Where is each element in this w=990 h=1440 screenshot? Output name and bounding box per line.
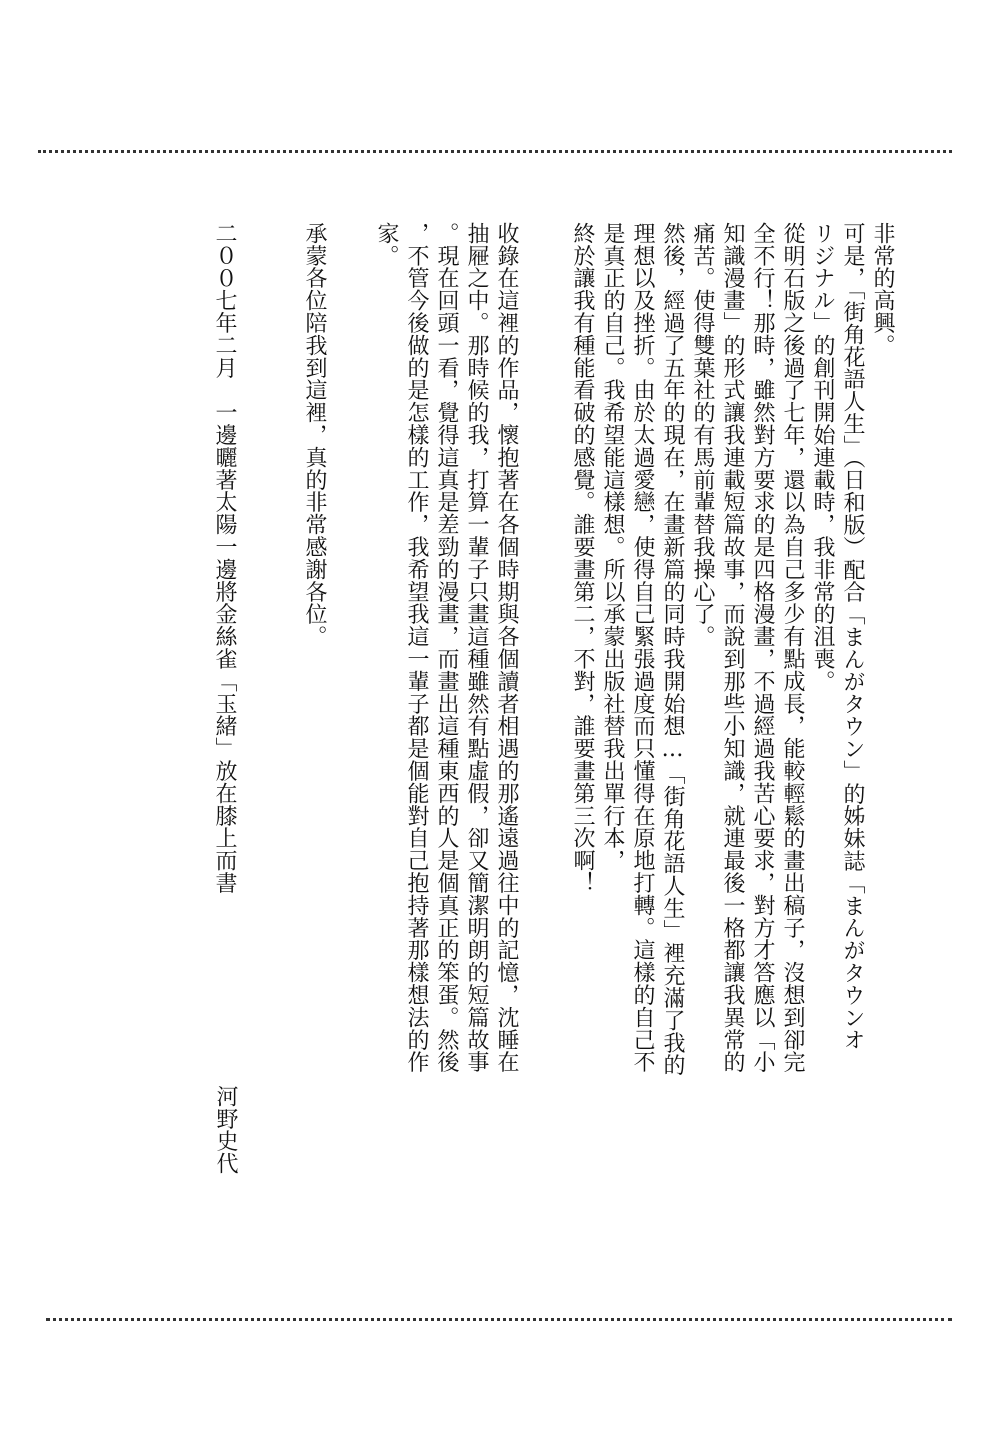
text-column: 家。 (374, 222, 400, 267)
text-column: 理想以及挫折。由於太過愛戀，使得自己緊張過度而只懂得在原地打轉。這樣的自己不 (630, 222, 656, 1074)
text-column: 非常的高興。 (870, 222, 896, 357)
text-column: 是真正的自己。我希望能這樣想。所以承蒙出版社替我出單行本， (600, 222, 626, 872)
text-column: 終於讓我有種能看破的感覺。誰要畫第二，不對，誰要畫第三次啊！ (570, 222, 596, 894)
text-column: 知識漫畫」的形式讓我連載短篇故事，而說到那些小知識，就連最後一格都讓我異常的 (720, 222, 746, 1074)
text-column: 承蒙各位陪我到這裡，真的非常感謝各位。 (302, 222, 328, 648)
text-column: 可是，「街角花語人生」（日和版）配合「まんがタウン」的姊妹誌「まんがタウンオ (840, 222, 866, 1052)
top-dotted-rule (38, 150, 952, 153)
date-closing-line: 二００七年二月 一邊曬著太陽一邊將金絲雀「玉緒」放在膝上而書 (212, 222, 238, 894)
text-column: 收錄在這裡的作品，懷抱著在各個時期與各個讀者相遇的那遙遠過往中的記憶，沈睡在 (494, 222, 520, 1074)
bottom-dotted-rule (46, 1318, 952, 1321)
text-column: 然後，經過了五年的現在，在畫新篇的同時我開始想…「街角花語人生」裡充滿了我的 (660, 222, 686, 1077)
text-column: ，不管今後做的是怎樣的工作，我希望我這一輩子都是個能對自己抱持著那樣想法的作 (404, 222, 430, 1074)
text-column: 從明石版之後過了七年，還以為自己多少有點成長，能較輕鬆的畫出稿子，沒想到卻完 (780, 222, 806, 1074)
text-column: 全不行！那時，雖然對方要求的是四格漫畫，不過經過我苦心要求，對方才答應以「小 (750, 222, 776, 1074)
author-signature: 河野史代 (213, 1085, 238, 1175)
text-column: 抽屜之中。那時候的我，打算一輩子只畫這種雖然有點虛假，卻又簡潔明朗的短篇故事 (464, 222, 490, 1074)
text-column: リジナル」的創刊開始連載時，我非常的沮喪。 (810, 222, 836, 693)
text-column: 。現在回頭一看，覺得這真是差勁的漫畫，而畫出這種東西的人是個真正的笨蛋。然後 (434, 222, 460, 1074)
text-column: 痛苦。使得雙葉社的有馬前輩替我操心了。 (690, 222, 716, 648)
